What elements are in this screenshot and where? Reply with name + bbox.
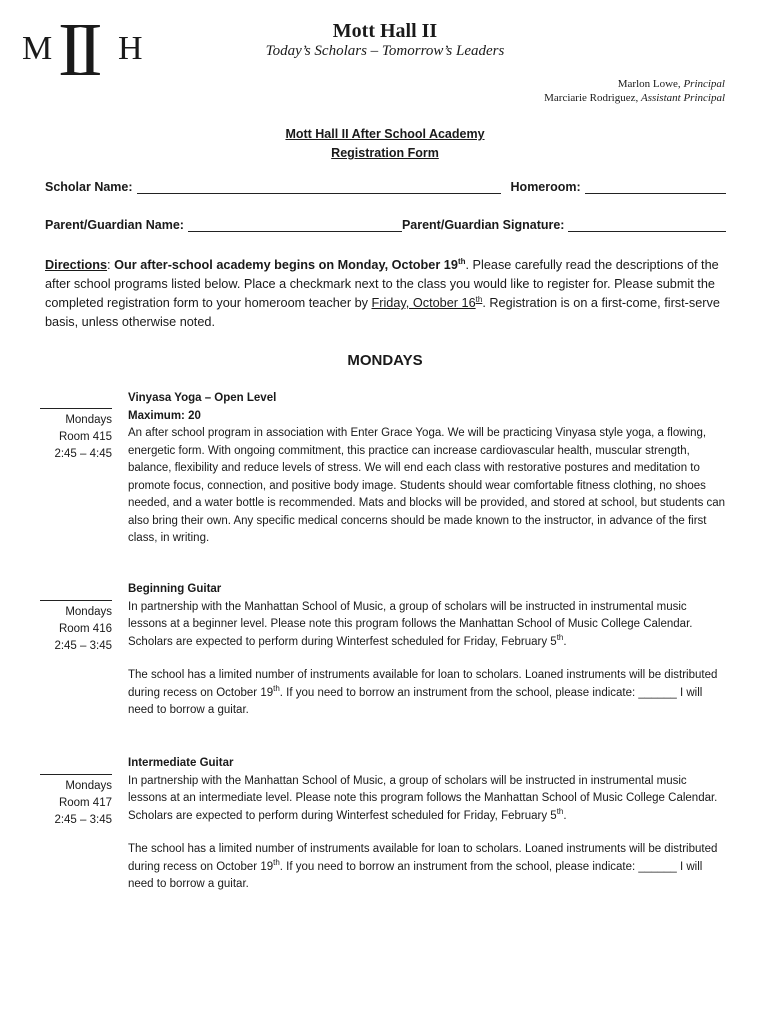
staff-block	[544, 77, 725, 105]
school-motto: Today’s Scholars – Tomorrow’s Leaders	[265, 43, 505, 59]
class-title: Intermediate Guitar	[128, 757, 234, 769]
class-room: Room 416	[58, 623, 112, 635]
class-schedule	[40, 408, 112, 463]
class-time: 2:45 – 4:45	[54, 448, 112, 460]
class-schedule	[40, 600, 112, 655]
class-details	[128, 755, 728, 894]
class-day: Mondays	[65, 780, 112, 792]
form-title-line2: Registration Form	[331, 146, 439, 160]
form-title	[0, 125, 770, 163]
scholar-row	[45, 180, 726, 194]
assistant-principal-name: Marciarie Rodriguez,	[544, 92, 639, 104]
parent-name-field[interactable]	[188, 218, 402, 232]
form-title-line1: Mott Hall II After School Academy	[285, 127, 485, 141]
parent-signature-field[interactable]	[568, 218, 726, 232]
directions-label: Directions	[45, 258, 108, 272]
scholar-name-field[interactable]	[137, 180, 501, 194]
homeroom-field[interactable]	[585, 180, 726, 194]
parent-row	[45, 218, 726, 232]
parent-name-label: Parent/Guardian Name:	[45, 218, 184, 232]
school-logo: M II H	[22, 8, 143, 92]
school-name: Mott Hall II	[332, 20, 438, 42]
parent-signature-label: Parent/Guardian Signature:	[401, 218, 565, 232]
class-title: Vinyasa Yoga – Open Level	[128, 392, 277, 404]
directions-text: . Please carefully read the descriptions of the after school programs listed below. Place a checkmark next to the class you would like to register for. Please submit the completed registration form to your homeroom teacher by	[45, 258, 719, 310]
class-room: Room 417	[58, 797, 112, 809]
directions-text-end: . Registration is on a first-come, first-serve basis, unless otherwise noted.	[45, 296, 720, 329]
instrument-loan-note: The school has a limited number of instruments available for loan to scholars. Loaned instruments will be distributed during recess on October 19th. If you need to borrow an instrument from the school, please indicate: ______ I will need to borrow a guitar.	[128, 669, 718, 716]
principal-name: Marlon Lowe,	[617, 78, 681, 90]
directions-start-date: Our after-school academy begins on Monday, October 19	[114, 258, 458, 272]
class-room: Room 415	[58, 431, 112, 443]
class-schedule	[40, 774, 112, 829]
class-time: 2:45 – 3:45	[54, 640, 112, 652]
directions-deadline: Friday, October 16	[371, 296, 476, 310]
class-time: 2:45 – 3:45	[54, 814, 112, 826]
principal-line	[544, 77, 725, 91]
class-details	[128, 390, 728, 548]
class-day: Mondays	[65, 606, 112, 618]
class-description: An after school program in association with Enter Grace Yoga. We will be practicing Vinyasa style yoga, a flowing, energetic form. With ongoing commitment, this practice can increase cardiovascular health, muscular strength, balance, flexibility and reduce levels of stress. We will end each class with restorative postures and meditation to promote focus, connection, and positive body image. Students should wear comfortable fitness clothing, no shoes needed, and a water bottle is recommended. Mats and blocks will be provided, and stored at school, but students can also bring their own. Any specific medical concerns should be made known to the instructor, in advance of the first class, in writing.	[128, 427, 726, 544]
directions-paragraph: Directions: Our after-school academy begins on Monday, October 19th. Please carefully read the descriptions of the after school programs listed below. Place a checkmark next to the class you would like to register for. Please submit the completed registration form to your homeroom teacher by Friday, October 16th. Registration is on a first-come, first-serve basis, unless otherwise noted.	[45, 256, 720, 329]
principal-title: Principal	[683, 78, 725, 90]
assistant-principal-line	[544, 91, 725, 105]
class-day: Mondays	[65, 414, 112, 426]
section-heading-mondays: MONDAYS	[347, 352, 423, 369]
class-details	[128, 581, 728, 720]
assistant-principal-title: Assistant Principal	[640, 92, 725, 104]
class-description: In partnership with the Manhattan School of Music, a group of scholars will be instructed in instrumental music lessons at an intermediate level. Please note this program follows the Manhattan School of Music College Calendar. Scholars are expected to perform during Winterfest scheduled for Friday, February 5th.	[128, 774, 718, 822]
class-maximum: Maximum: 20	[128, 409, 201, 422]
instrument-loan-note: The school has a limited number of instruments available for loan to scholars. Loaned instruments will be distributed during recess on October 19th. If you need to borrow an instrument from the school, please indicate: ______ I will need to borrow a guitar.	[128, 843, 718, 890]
homeroom-label: Homeroom:	[510, 180, 581, 194]
class-description: In partnership with the Manhattan School of Music, a group of scholars will be instructed in instrumental music lessons at a beginner level. Please note this program follows the Manhattan School of Music College Calendar. Scholars are expected to perform during Winterfest scheduled for Friday, February 5th.	[128, 600, 693, 648]
scholar-name-label: Scholar Name:	[45, 180, 133, 194]
class-title: Beginning Guitar	[128, 583, 222, 595]
